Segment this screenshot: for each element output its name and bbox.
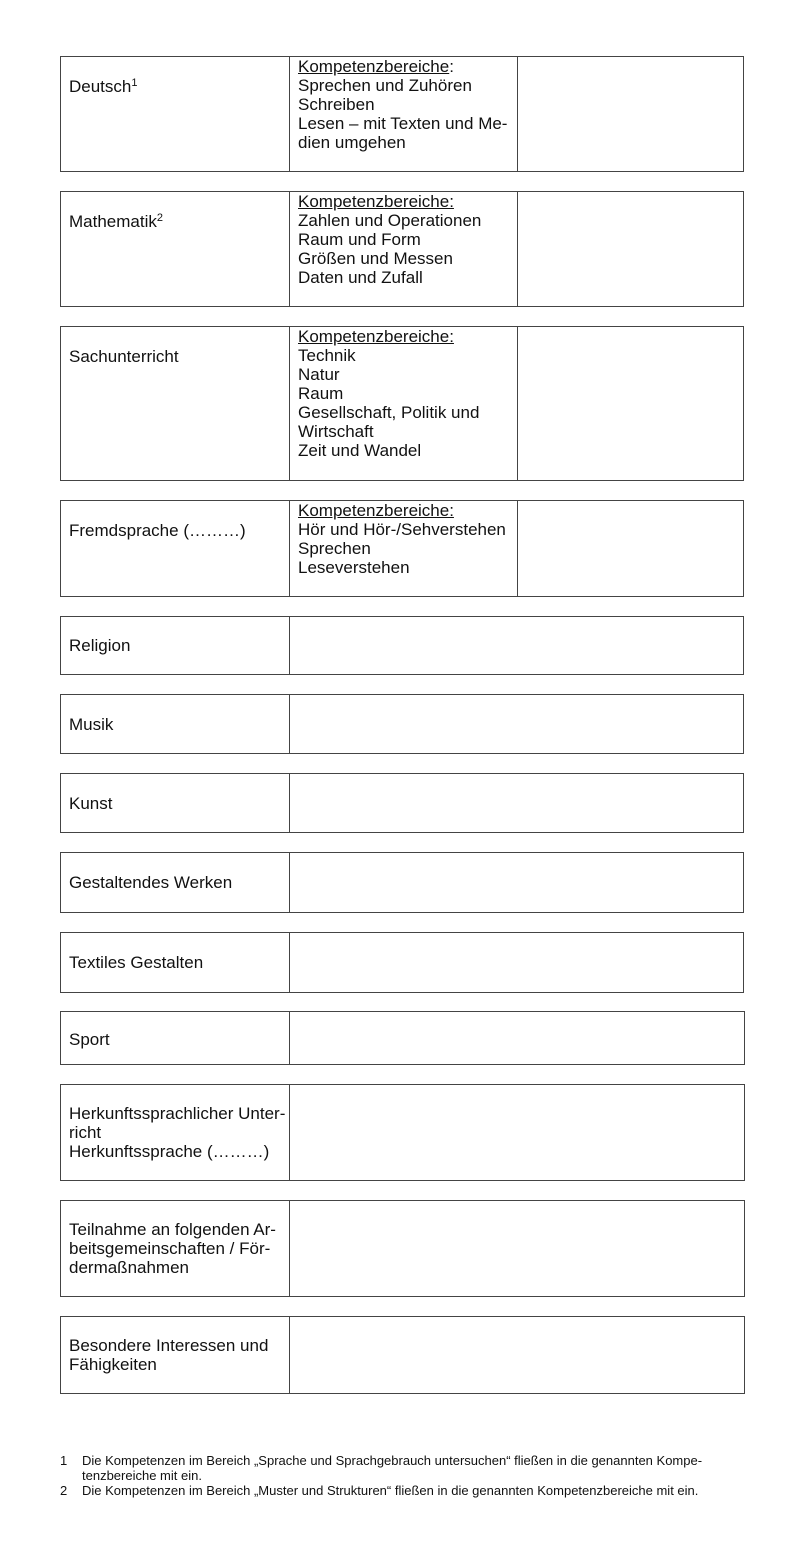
subject-table-besondere-interessen <box>60 1316 745 1394</box>
subject-cell <box>61 1317 289 1393</box>
subject-name-line: Besondere Interessen und <box>69 1336 269 1355</box>
assessment-cell[interactable] <box>517 192 743 306</box>
subject-name: Textiles Gestalten <box>69 953 204 972</box>
competence-cell <box>289 501 517 596</box>
assessment-cell[interactable] <box>289 853 743 912</box>
subject-cell <box>61 192 289 306</box>
subject-name-line: Teilnahme an folgenden Ar- <box>69 1220 276 1239</box>
subject-cell <box>61 1085 289 1180</box>
assessment-cell[interactable] <box>289 1317 744 1393</box>
subject-label <box>69 212 281 231</box>
subject-cell <box>61 501 289 596</box>
competence-item: Sprechen <box>298 539 371 558</box>
competence-item: Gesellschaft, Politik und <box>298 403 480 422</box>
assessment-cell[interactable] <box>289 1201 744 1296</box>
subject-table-gestaltendes-werken <box>60 852 744 913</box>
subject-name: Sport <box>69 1030 110 1049</box>
footnote-line: tenzbereiche mit ein. <box>82 1468 202 1483</box>
competence-item: Hör und Hör-/Sehverstehen <box>298 520 506 539</box>
subject-name: Fremdsprache (………) <box>69 521 246 540</box>
footnote-text <box>82 1453 750 1483</box>
competence-cell <box>289 57 517 171</box>
footnote-number: 2 <box>60 1483 68 1498</box>
subject-name: Kunst <box>69 793 113 813</box>
subject-cell <box>61 853 289 912</box>
subject-name-line: Herkunftssprachlicher Unter- <box>69 1104 286 1123</box>
competence-cell <box>289 327 517 480</box>
competence-heading-line <box>298 57 509 76</box>
competence-item: dien umgehen <box>298 133 406 152</box>
subject-table-kunst <box>60 773 744 833</box>
assessment-cell[interactable] <box>289 695 743 753</box>
competence-item: Schreiben <box>298 95 375 114</box>
subject-table-mathematik <box>60 191 744 307</box>
competence-item: Sprechen und Zuhören <box>298 76 472 95</box>
competence-item: Raum und Form <box>298 230 421 249</box>
subject-name-line: dermaßnahmen <box>69 1258 190 1277</box>
competence-item: Wirtschaft <box>298 422 374 441</box>
competence-item: Zahlen und Operationen <box>298 211 482 230</box>
subject-table-fremdsprache <box>60 500 744 597</box>
subject-cell <box>61 327 289 480</box>
footnote-line: Die Kompetenzen im Bereich „Muster und Strukturen“ fließen in die genannten Kompetenzbereiche mit ein. <box>82 1483 699 1498</box>
subject-cell <box>61 933 289 992</box>
competence-heading: Kompetenzbereiche <box>298 57 450 76</box>
assessment-cell[interactable] <box>289 774 743 832</box>
competence-item: Raum <box>298 384 344 403</box>
subject-name-line: beitsgemeinschaften / För- <box>69 1239 271 1258</box>
footnote-reference: 1 <box>131 77 138 89</box>
assessment-cell[interactable] <box>517 501 743 596</box>
subject-table-herkunftssprachlicher-unterricht <box>60 1084 745 1181</box>
competence-item: Natur <box>298 365 340 384</box>
subject-cell <box>61 57 289 171</box>
competence-item: Leseverstehen <box>298 558 410 577</box>
competence-cell <box>289 192 517 306</box>
competence-heading: Kompetenzbereiche: <box>298 327 454 346</box>
subject-name: Mathematik <box>69 212 157 231</box>
subject-name: Deutsch <box>69 77 132 96</box>
assessment-cell[interactable] <box>517 327 743 480</box>
assessment-cell[interactable] <box>289 1085 744 1180</box>
assessment-cell[interactable] <box>289 933 743 992</box>
footnote <box>60 1483 750 1498</box>
subject-name: Sachunterricht <box>69 347 179 366</box>
subject-cell <box>61 1201 289 1296</box>
competence-item: Größen und Messen <box>298 249 453 268</box>
competence-item: Technik <box>298 346 356 365</box>
footnote-line: Die Kompetenzen im Bereich „Sprache und Sprachgebrauch untersuchen“ fließen in die genannten Kompe- <box>82 1453 703 1468</box>
assessment-cell[interactable] <box>517 57 743 171</box>
subject-table-textiles-gestalten <box>60 932 744 993</box>
subject-cell <box>61 774 289 832</box>
subject-name-line: richt <box>69 1123 102 1142</box>
competence-item: Daten und Zufall <box>298 268 423 287</box>
subject-table-musik <box>60 694 744 754</box>
subject-table-arbeitsgemeinschaften <box>60 1200 745 1297</box>
subject-table-deutsch <box>60 56 744 172</box>
subject-cell <box>61 617 289 674</box>
subject-name: Musik <box>69 714 114 734</box>
footnote-reference: 2 <box>156 212 163 224</box>
competence-item: Lesen – mit Texten und Me- <box>298 114 508 133</box>
competence-heading: Kompetenzbereiche: <box>298 192 454 211</box>
subject-cell <box>61 1012 289 1064</box>
assessment-cell[interactable] <box>289 617 743 674</box>
footnote-number: 1 <box>60 1453 68 1468</box>
subject-name: Religion <box>69 636 131 655</box>
subject-table-religion <box>60 616 744 675</box>
footnote-text <box>82 1483 750 1498</box>
competence-heading: Kompetenzbereiche: <box>298 501 454 520</box>
subject-table-sachunterricht <box>60 326 744 481</box>
subject-name-line: Herkunftssprache (………) <box>69 1142 270 1161</box>
competence-item: Zeit und Wandel <box>298 441 422 460</box>
assessment-cell[interactable] <box>289 1012 744 1064</box>
subject-cell <box>61 695 289 753</box>
subject-name: Gestaltendes Werken <box>69 873 233 892</box>
footnotes <box>60 1453 750 1498</box>
competence-heading-colon: : <box>449 57 454 76</box>
subject-label <box>69 77 281 96</box>
subject-table-sport <box>60 1011 745 1065</box>
footnote <box>60 1453 750 1483</box>
subject-name-line: Fähigkeiten <box>69 1355 157 1374</box>
